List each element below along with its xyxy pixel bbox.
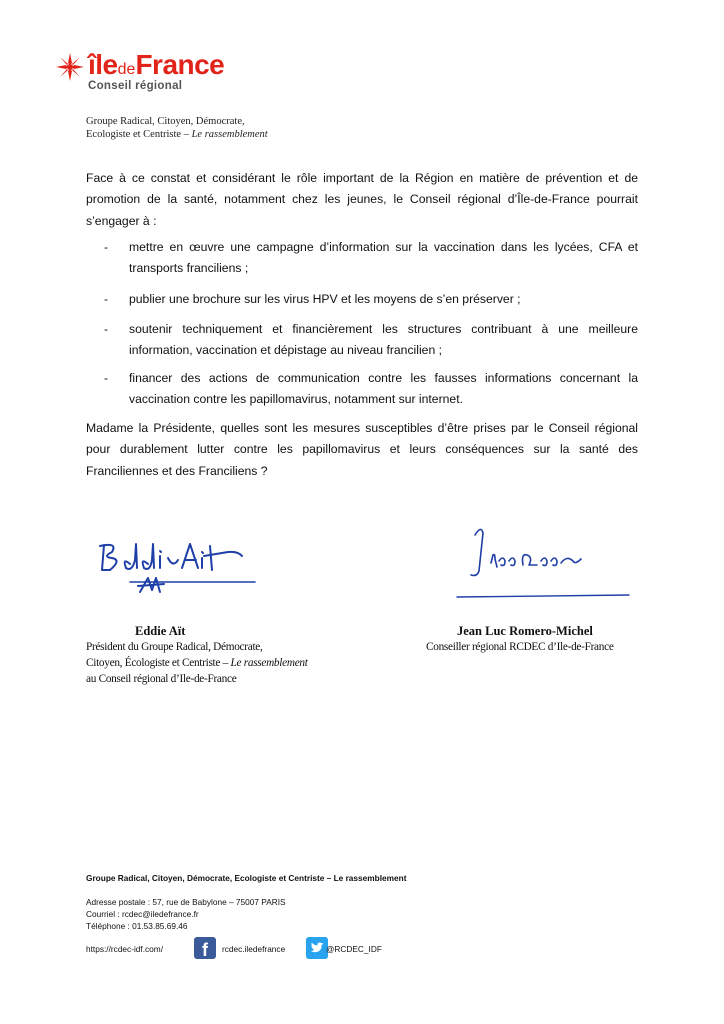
bullet-dash: -: [104, 371, 109, 385]
twitter-icon[interactable]: [306, 937, 328, 959]
list-item: [86, 289, 638, 311]
bullet-text: publier une brochure sur les virus HPV et les moyens de s’en préserver ;: [129, 292, 521, 306]
bullet-text: mettre en œuvre une campagne d’information sur la vaccination dans les lycées, CFA et transports franciliens ;: [129, 240, 638, 276]
intro-paragraph: Face à ce constat et considérant le rôle important de la Région en matière de prévention et de promotion de la santé, notamment chez les jeunes, le Conseil régional d’Île-de-France pourrait s’engager à :: [86, 171, 638, 228]
logo-star-icon: [55, 52, 85, 82]
footer-twitter-link[interactable]: @RCDEC_IDF: [326, 944, 382, 954]
logo-subtitle: Conseil régional: [88, 80, 183, 92]
signatory-role-left-line3: au Conseil régional d’Ile-de-France: [86, 673, 237, 685]
question-paragraph: Madame la Présidente, quelles sont les mesures susceptibles d’être prises par le Conseil régional pour durablement lutter contre les papillomavirus et leurs conséquences sur la santé des Franciliennes et des Franciliens ?: [86, 421, 638, 478]
signatory-name-left: Eddie Aït: [135, 624, 186, 638]
group-header-line1: Groupe Radical, Citoyen, Démocrate,: [86, 116, 245, 127]
signatory-role-right: Conseiller régional RCDEC d’Ile-de-France: [426, 641, 614, 653]
list-item: [86, 237, 638, 280]
region-logo: [55, 46, 255, 98]
list-item: [86, 319, 638, 362]
bullet-text: soutenir techniquement et financièrement les structures contribuant à une meilleure information, vaccination et dépistage au niveau francilien ;: [129, 322, 638, 358]
bullet-dash: -: [104, 240, 109, 254]
signatory-name-right: Jean Luc Romero-Michel: [457, 624, 593, 638]
footer-group-name: Groupe Radical, Citoyen, Démocrate, Ecologiste et Centriste – Le rassemblement: [86, 873, 407, 883]
logo-wordmark: îledeFrance: [88, 49, 225, 80]
signature-eddie-ait: [90, 530, 260, 605]
list-item: [86, 368, 638, 411]
footer-website-link[interactable]: https://rcdec-idf.com/: [86, 944, 164, 954]
bullet-dash: -: [104, 322, 109, 336]
bullet-dash: -: [104, 292, 109, 306]
footer-facebook-link[interactable]: rcdec.iledefrance: [222, 944, 286, 954]
signatory-role-left-line2: Citoyen, Écologiste et Centriste – Le rassemblement: [86, 657, 308, 669]
group-header-line2: Ecologiste et Centriste – Le rassemblement: [86, 129, 268, 140]
bullet-text: financer des actions de communication contre les fausses informations concernant la vaccination contre les papillomavirus, notamment sur internet.: [129, 371, 638, 407]
footer-phone: Téléphone : 01.53.85.69.46: [86, 921, 188, 931]
signature-jean-luc-romero-michel: [455, 515, 635, 603]
footer-email[interactable]: Courriel : rcdec@iledefrance.fr: [86, 909, 199, 919]
footer-address: Adresse postale : 57, rue de Babylone – 75007 PARIS: [86, 897, 286, 907]
facebook-icon[interactable]: f: [194, 937, 216, 959]
signatory-role-left-line1: Président du Groupe Radical, Démocrate,: [86, 641, 263, 653]
